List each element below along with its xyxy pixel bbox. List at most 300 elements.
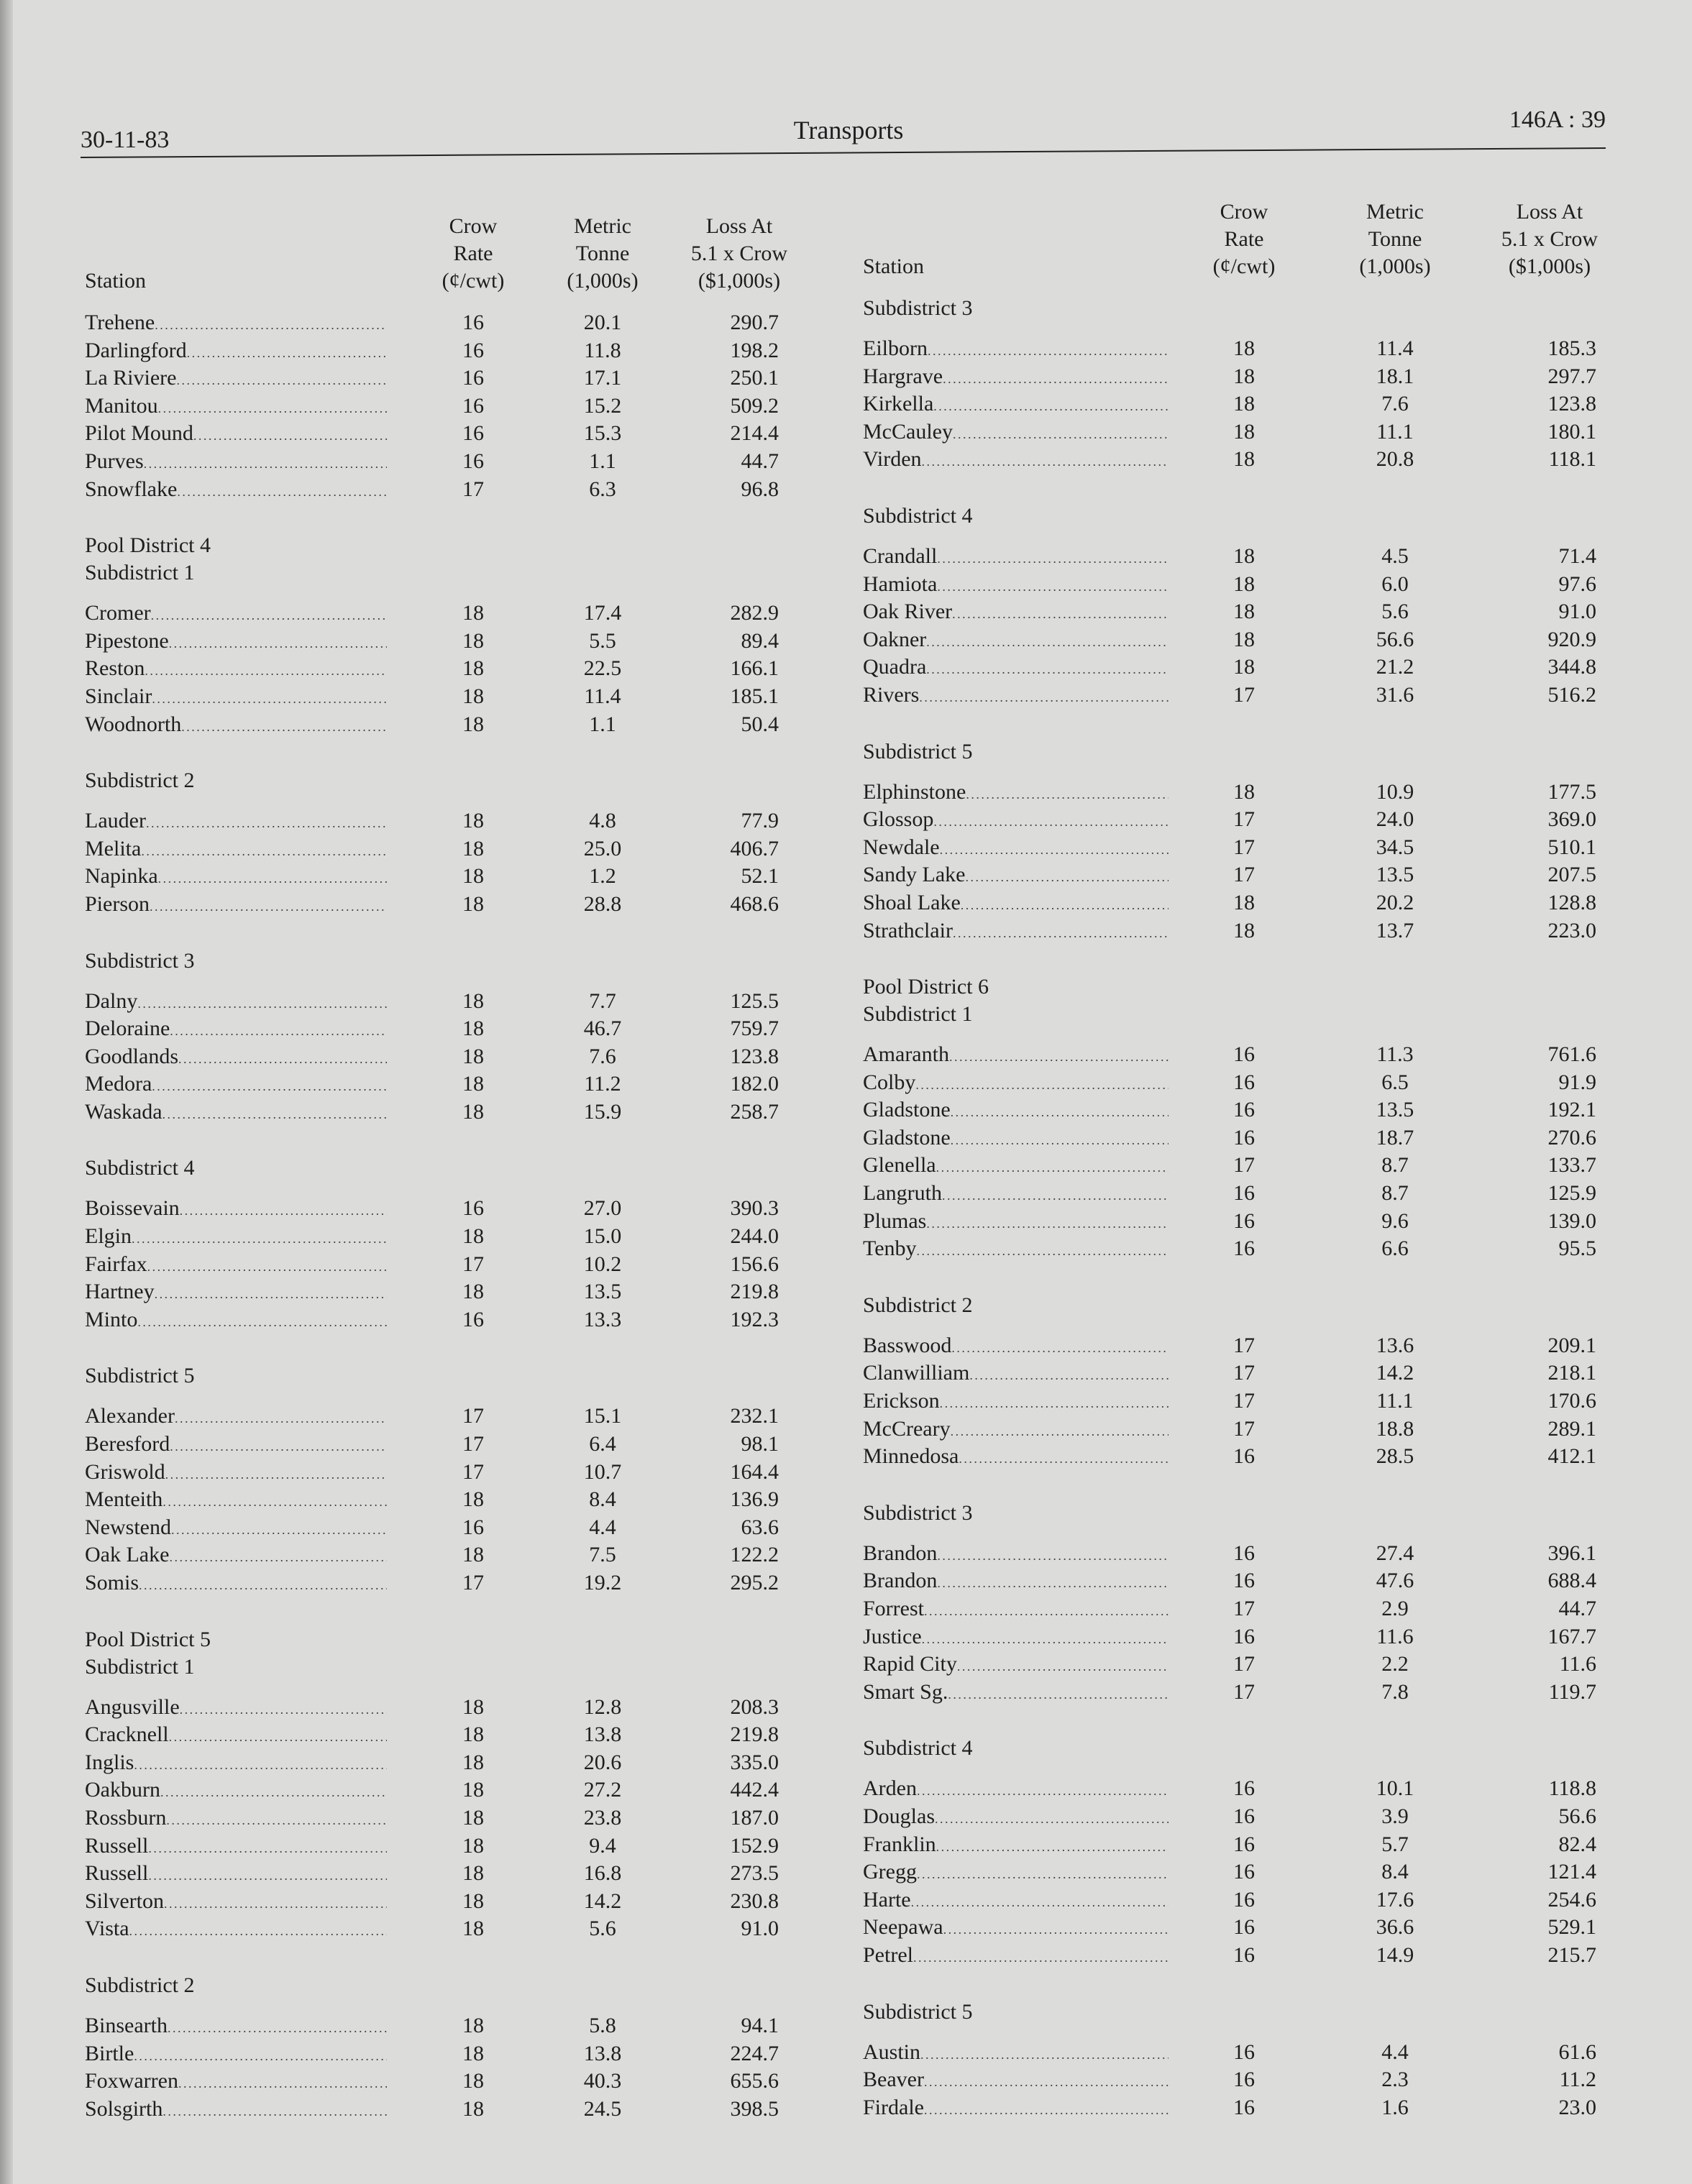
station-cell xyxy=(85,1749,387,1779)
metric-tonne-cell: 40.3 xyxy=(583,2069,622,2093)
group-title: Subdistrict 4 xyxy=(863,503,973,528)
leader-dots xyxy=(928,335,1169,365)
station-cell xyxy=(863,1416,1169,1446)
metric-tonne-cell: 27.4 xyxy=(1376,1541,1414,1565)
crow-rate-cell: 16 xyxy=(462,338,484,362)
table-row xyxy=(85,863,847,891)
station-cell xyxy=(85,364,387,395)
table-row xyxy=(863,446,1618,474)
metric-tonne-cell: 8.4 xyxy=(589,1487,616,1512)
station-cell xyxy=(85,1514,387,1544)
metric-tonne-cell: 28.8 xyxy=(583,891,622,916)
loss-cell: 56.6 xyxy=(1558,1804,1596,1828)
loss-cell: 192.3 xyxy=(730,1307,779,1331)
loss-cell: 270.6 xyxy=(1547,1125,1596,1150)
leader-dots xyxy=(169,628,387,658)
station-cell xyxy=(85,1888,387,1918)
leader-dots xyxy=(937,543,1169,573)
table-row xyxy=(85,891,847,919)
station-cell xyxy=(863,1041,1169,1071)
station-name: Amaranth xyxy=(863,1042,949,1067)
loss-cell: 223.0 xyxy=(1547,918,1596,942)
table-row xyxy=(863,626,1618,654)
table-row xyxy=(863,1180,1618,1208)
station-name: Harte xyxy=(863,1887,911,1912)
station-cell xyxy=(85,1804,387,1835)
leader-dots xyxy=(155,309,387,339)
station-cell xyxy=(85,835,387,866)
loss-cell: 170.6 xyxy=(1547,1389,1596,1413)
loss-cell: 406.7 xyxy=(730,836,779,861)
station-cell xyxy=(863,1332,1169,1362)
station-cell xyxy=(85,1431,387,1461)
metric-tonne-cell: 13.5 xyxy=(1376,1098,1414,1122)
loss-cell: 761.6 xyxy=(1547,1042,1596,1067)
table-row xyxy=(85,1915,847,1943)
crow-rate-cell: 18 xyxy=(462,988,484,1013)
table-row xyxy=(863,2039,1618,2067)
station-name: Eilborn xyxy=(863,336,928,360)
crow-rate-cell: 16 xyxy=(1233,1624,1255,1648)
station-cell xyxy=(85,1070,387,1101)
station-name: Oakburn xyxy=(85,1778,160,1802)
metric-tonne-cell: 13.7 xyxy=(1376,918,1414,942)
metric-tonne-cell: 15.1 xyxy=(583,1404,622,1428)
leader-dots xyxy=(141,835,387,866)
table-row xyxy=(85,420,847,448)
crow-rate-cell: 16 xyxy=(1233,1860,1255,1884)
station-cell xyxy=(863,1942,1169,1972)
table-row xyxy=(863,1858,1618,1886)
crow-rate-cell: 17 xyxy=(1233,682,1255,707)
leader-dots xyxy=(926,653,1169,684)
station-cell xyxy=(85,1694,387,1724)
loss-cell: 152.9 xyxy=(730,1833,779,1858)
right-column xyxy=(863,180,1618,2121)
table-row xyxy=(85,1278,847,1306)
loss-cell: 167.7 xyxy=(1547,1624,1596,1648)
crow-rate-cell: 18 xyxy=(1233,336,1255,360)
station-cell xyxy=(863,1595,1169,1625)
loss-cell: 369.0 xyxy=(1547,807,1596,832)
leader-dots xyxy=(924,2094,1169,2124)
metric-tonne-header: Metric Tonne (1,000s) xyxy=(1359,200,1431,278)
header-rule xyxy=(81,147,1606,158)
station-cell xyxy=(85,807,387,838)
group-title: Subdistrict 5 xyxy=(863,1999,973,2024)
loss-cell: 164.4 xyxy=(730,1459,779,1484)
leader-dots xyxy=(150,891,387,921)
loss-cell: 50.4 xyxy=(741,712,779,736)
station-cell xyxy=(85,1860,387,1890)
leader-dots xyxy=(943,1914,1169,1944)
station-cell xyxy=(863,1540,1169,1570)
table-row xyxy=(85,1015,847,1043)
left-groups xyxy=(85,309,847,2123)
loss-cell: 177.5 xyxy=(1547,779,1596,804)
station-cell xyxy=(85,1098,387,1129)
table-row xyxy=(863,1416,1618,1444)
station-name: Clanwilliam xyxy=(863,1361,970,1385)
table-row xyxy=(863,1775,1618,1803)
table-row xyxy=(863,1387,1618,1416)
leader-dots xyxy=(145,655,387,685)
station-name: Hargrave xyxy=(863,364,943,388)
loss-cell: 198.2 xyxy=(730,338,779,362)
loss-cell: 218.1 xyxy=(1547,1361,1596,1385)
station-cell xyxy=(863,1914,1169,1944)
leader-dots xyxy=(178,1043,387,1073)
table-row xyxy=(863,1651,1618,1679)
metric-tonne-cell: 34.5 xyxy=(1376,835,1414,859)
station-name: Gladstone xyxy=(863,1125,951,1150)
leader-dots xyxy=(146,807,387,838)
station-name: Oak Lake xyxy=(85,1543,170,1567)
crow-rate-cell: 17 xyxy=(1233,1652,1255,1676)
leader-dots xyxy=(937,1567,1169,1597)
station-name: Lauder xyxy=(85,809,146,833)
table-row xyxy=(863,779,1618,807)
leader-dots xyxy=(926,626,1169,656)
crow-rate-cell: 18 xyxy=(462,1778,484,1802)
station-name: Napinka xyxy=(85,864,158,889)
station-cell xyxy=(863,1180,1169,1210)
station-name: Griswold xyxy=(85,1459,165,1484)
station-name: Medora xyxy=(85,1072,152,1096)
leader-dots xyxy=(919,682,1169,712)
loss-cell: 230.8 xyxy=(730,1889,779,1913)
metric-tonne-cell: 8.7 xyxy=(1381,1181,1409,1206)
leader-dots xyxy=(936,1152,1169,1182)
crow-rate-cell: 18 xyxy=(462,628,484,653)
station-name: Solsgirth xyxy=(85,2096,163,2121)
table-row xyxy=(85,309,847,337)
crow-rate-cell: 18 xyxy=(462,712,484,736)
metric-tonne-cell: 21.2 xyxy=(1376,655,1414,679)
station-cell xyxy=(863,1858,1169,1889)
table-row xyxy=(85,2012,847,2040)
station-name: Inglis xyxy=(85,1750,134,1774)
loss-cell: 759.7 xyxy=(730,1017,779,1041)
table-row xyxy=(85,1776,847,1804)
crow-rate-cell: 17 xyxy=(462,1459,484,1484)
leader-dots xyxy=(165,1459,387,1489)
station-cell xyxy=(863,653,1169,684)
leader-dots xyxy=(922,446,1169,476)
station-name: Pierson xyxy=(85,891,150,916)
station-cell xyxy=(863,682,1169,712)
metric-tonne-cell: 1.1 xyxy=(589,449,616,473)
station-cell xyxy=(85,393,387,423)
loss-cell: 180.1 xyxy=(1547,419,1596,444)
crow-rate-cell: 17 xyxy=(1233,1416,1255,1441)
subdistrict-group xyxy=(863,295,1618,474)
station-cell xyxy=(85,863,387,893)
metric-tonne-cell: 11.3 xyxy=(1376,1042,1414,1067)
station-cell xyxy=(85,683,387,713)
metric-tonne-cell: 4.8 xyxy=(589,809,616,833)
station-name: Beresford xyxy=(85,1432,170,1456)
loss-cell: 282.9 xyxy=(730,601,779,625)
table-row xyxy=(863,1152,1618,1180)
group-title: Subdistrict 2 xyxy=(863,1293,973,1317)
metric-tonne-cell: 7.7 xyxy=(589,988,616,1013)
loss-cell: 219.8 xyxy=(730,1722,779,1747)
leader-dots xyxy=(937,571,1169,601)
crow-rate-header: Crow Rate (¢/cwt) xyxy=(442,214,505,293)
crow-rate-cell: 17 xyxy=(462,1404,484,1428)
loss-cell: 185.3 xyxy=(1547,336,1596,360)
loss-cell: 82.4 xyxy=(1558,1832,1596,1856)
loss-cell: 95.5 xyxy=(1558,1236,1596,1261)
table-row xyxy=(863,834,1618,862)
leader-dots xyxy=(176,364,387,395)
station-name: Beaver xyxy=(863,2068,924,2092)
loss-cell: 44.7 xyxy=(741,449,779,473)
metric-tonne-cell: 1.6 xyxy=(1381,2095,1409,2119)
loss-header: Loss At 5.1 x Crow ($1,000s) xyxy=(1501,200,1599,278)
leader-dots xyxy=(917,1775,1169,1805)
station-name: Crandall xyxy=(863,543,938,568)
crow-rate-cell: 18 xyxy=(462,891,484,916)
loss-cell: 510.1 xyxy=(1547,835,1596,859)
group-heading xyxy=(863,503,1618,530)
table-row xyxy=(863,917,1618,945)
leader-dots xyxy=(132,1223,387,1253)
station-name: Justice xyxy=(863,1624,922,1648)
loss-cell: 98.1 xyxy=(741,1432,779,1456)
station-cell xyxy=(863,2094,1169,2124)
leader-dots xyxy=(924,1595,1169,1625)
metric-tonne-cell: 22.5 xyxy=(583,656,622,681)
station-cell xyxy=(85,1486,387,1516)
station-cell xyxy=(863,1096,1169,1127)
station-cell xyxy=(863,1152,1169,1182)
station-cell xyxy=(85,1306,387,1336)
loss-cell: 244.0 xyxy=(730,1224,779,1249)
leader-dots xyxy=(937,1540,1169,1570)
subdistrict-group xyxy=(85,309,847,503)
station-name: Pipestone xyxy=(85,628,169,653)
metric-tonne-cell: 7.5 xyxy=(589,1543,616,1567)
metric-tonne-cell: 13.5 xyxy=(1376,863,1414,887)
loss-cell: 77.9 xyxy=(741,809,779,833)
station-name: Gregg xyxy=(863,1860,917,1884)
station-name: Minto xyxy=(85,1307,138,1331)
station-name: Tenby xyxy=(863,1236,917,1261)
station-name: Minnedosa xyxy=(863,1444,959,1469)
crow-rate-cell: 16 xyxy=(1233,1804,1255,1828)
loss-cell: 215.7 xyxy=(1547,1942,1596,1967)
leader-dots xyxy=(969,1359,1169,1390)
crow-rate-cell: 17 xyxy=(462,1432,484,1456)
crow-rate-cell: 16 xyxy=(1233,1236,1255,1261)
station-name: McCauley xyxy=(863,419,953,444)
leader-dots xyxy=(952,598,1169,628)
subdistrict-group xyxy=(85,1155,847,1334)
loss-cell: 96.8 xyxy=(741,477,779,501)
station-name: Rapid City xyxy=(863,1652,957,1676)
station-name: Cromer xyxy=(85,601,151,625)
loss-cell: 219.8 xyxy=(730,1280,779,1304)
station-cell xyxy=(863,1775,1169,1805)
leader-dots xyxy=(171,1514,387,1544)
station-cell xyxy=(863,1443,1169,1473)
metric-tonne-cell: 6.5 xyxy=(1381,1070,1409,1094)
station-name: Purves xyxy=(85,449,144,473)
table-row xyxy=(85,807,847,835)
metric-tonne-cell: 6.6 xyxy=(1381,1236,1409,1261)
leader-dots xyxy=(193,420,387,450)
group-title: Subdistrict 3 xyxy=(863,1500,973,1525)
crow-rate-cell: 18 xyxy=(462,1917,484,1941)
table-row xyxy=(85,1043,847,1071)
loss-cell: 11.2 xyxy=(1559,2068,1596,2092)
crow-rate-cell: 17 xyxy=(1233,1389,1255,1413)
group-heading xyxy=(863,1735,1618,1762)
crow-rate-cell: 18 xyxy=(1233,572,1255,596)
metric-tonne-cell: 2.2 xyxy=(1381,1652,1409,1676)
table-row xyxy=(863,418,1618,446)
crow-rate-cell: 18 xyxy=(462,601,484,625)
station-cell xyxy=(863,1886,1169,1917)
metric-tonne-cell: 5.8 xyxy=(589,2013,616,2037)
metric-tonne-cell: 8.4 xyxy=(1381,1860,1409,1884)
crow-rate-cell: 18 xyxy=(462,656,484,681)
crow-rate-cell: 18 xyxy=(462,809,484,833)
right-column-header xyxy=(863,180,1618,280)
metric-tonne-cell: 15.2 xyxy=(583,393,622,418)
crow-rate-cell: 17 xyxy=(462,1252,484,1276)
leader-dots xyxy=(953,917,1169,948)
table-row xyxy=(863,2094,1618,2122)
loss-cell: 295.2 xyxy=(730,1571,779,1595)
crow-rate-cell: 18 xyxy=(462,2096,484,2121)
crow-rate-cell: 18 xyxy=(462,1722,484,1747)
table-row xyxy=(85,2068,847,2096)
subdistrict-group xyxy=(863,973,1618,1263)
loss-cell: 468.6 xyxy=(730,891,779,916)
leader-dots xyxy=(155,1278,387,1308)
group-title: Subdistrict 4 xyxy=(863,1736,973,1761)
leader-dots xyxy=(957,1651,1169,1681)
group-title: Pool District 4 xyxy=(85,533,211,558)
subdistrict-group xyxy=(85,532,847,738)
table-row xyxy=(85,1804,847,1832)
group-heading xyxy=(85,532,847,587)
group-title: Subdistrict 2 xyxy=(85,768,195,793)
station-cell xyxy=(85,1043,387,1073)
crow-rate-cell: 16 xyxy=(462,1307,484,1331)
leader-dots xyxy=(137,1306,387,1336)
crow-rate-cell: 16 xyxy=(1233,2068,1255,2092)
metric-tonne-cell: 5.5 xyxy=(589,628,616,653)
table-row xyxy=(863,2066,1618,2094)
loss-cell: 920.9 xyxy=(1547,627,1596,651)
station-cell xyxy=(863,2039,1169,2069)
station-cell xyxy=(85,448,387,478)
station-name: McCreary xyxy=(863,1416,951,1441)
metric-tonne-cell: 56.6 xyxy=(1376,627,1414,651)
crow-rate-cell: 17 xyxy=(462,1571,484,1595)
leader-dots xyxy=(953,418,1169,449)
station-name: Forrest xyxy=(863,1597,924,1620)
table-row xyxy=(85,655,847,683)
leader-dots xyxy=(152,683,387,713)
station-cell xyxy=(85,1015,387,1045)
table-row xyxy=(863,598,1618,626)
group-heading xyxy=(863,738,1618,766)
subdistrict-group xyxy=(863,738,1618,945)
leader-dots xyxy=(180,1195,387,1225)
crow-rate-cell: 17 xyxy=(1233,807,1255,832)
crow-rate-cell: 16 xyxy=(1233,1125,1255,1150)
table-row xyxy=(85,337,847,365)
group-heading xyxy=(85,948,847,975)
group-heading xyxy=(863,1999,1618,2026)
station-cell xyxy=(863,363,1169,393)
loss-cell: 61.6 xyxy=(1558,2040,1596,2064)
leader-dots xyxy=(913,1942,1169,1972)
metric-tonne-cell: 5.7 xyxy=(1381,1832,1409,1856)
station-cell xyxy=(863,1069,1169,1099)
station-cell xyxy=(85,600,387,630)
loss-cell: 396.1 xyxy=(1547,1541,1596,1565)
leader-dots xyxy=(940,834,1169,864)
loss-cell: 516.2 xyxy=(1547,682,1596,707)
loss-cell: 139.0 xyxy=(1547,1208,1596,1233)
station-cell xyxy=(85,1251,387,1281)
table-row xyxy=(85,1223,847,1251)
station-cell xyxy=(863,446,1169,476)
metric-tonne-cell: 1.1 xyxy=(589,712,616,736)
metric-tonne-cell: 9.6 xyxy=(1381,1208,1409,1233)
leader-dots xyxy=(180,1694,387,1724)
crow-rate-cell: 17 xyxy=(1233,835,1255,859)
metric-tonne-cell: 4.4 xyxy=(589,1515,616,1539)
loss-cell: 185.1 xyxy=(730,684,779,708)
loss-cell: 208.3 xyxy=(730,1694,779,1719)
loss-cell: 125.9 xyxy=(1547,1181,1596,1206)
table-row xyxy=(863,1886,1618,1914)
subdistrict-group xyxy=(863,1735,1618,1969)
station-name: Waskada xyxy=(85,1099,163,1124)
crow-rate-cell: 16 xyxy=(1233,1776,1255,1801)
station-name: Somis xyxy=(85,1571,140,1595)
loss-cell: 254.6 xyxy=(1547,1887,1596,1912)
table-row xyxy=(85,1514,847,1542)
crow-rate-cell: 18 xyxy=(462,1017,484,1041)
table-row xyxy=(85,1070,847,1098)
station-cell xyxy=(863,1623,1169,1653)
crow-rate-cell: 18 xyxy=(462,1833,484,1858)
station-cell xyxy=(85,655,387,685)
crow-rate-cell: 18 xyxy=(1233,419,1255,444)
loss-cell: 44.7 xyxy=(1558,1597,1596,1620)
metric-tonne-cell: 20.6 xyxy=(583,1750,622,1774)
station-name: Douglas xyxy=(863,1804,935,1828)
table-row xyxy=(863,1208,1618,1236)
station-name: Binsearth xyxy=(85,2013,168,2037)
station-name: Fairfax xyxy=(85,1252,147,1276)
crow-rate-cell: 16 xyxy=(1233,1042,1255,1067)
metric-tonne-cell: 10.9 xyxy=(1376,779,1414,804)
station-cell xyxy=(85,1403,387,1433)
leader-dots xyxy=(181,711,387,741)
loss-cell: 209.1 xyxy=(1547,1333,1596,1357)
crow-rate-cell: 16 xyxy=(1233,1569,1255,1593)
table-row xyxy=(85,600,847,628)
